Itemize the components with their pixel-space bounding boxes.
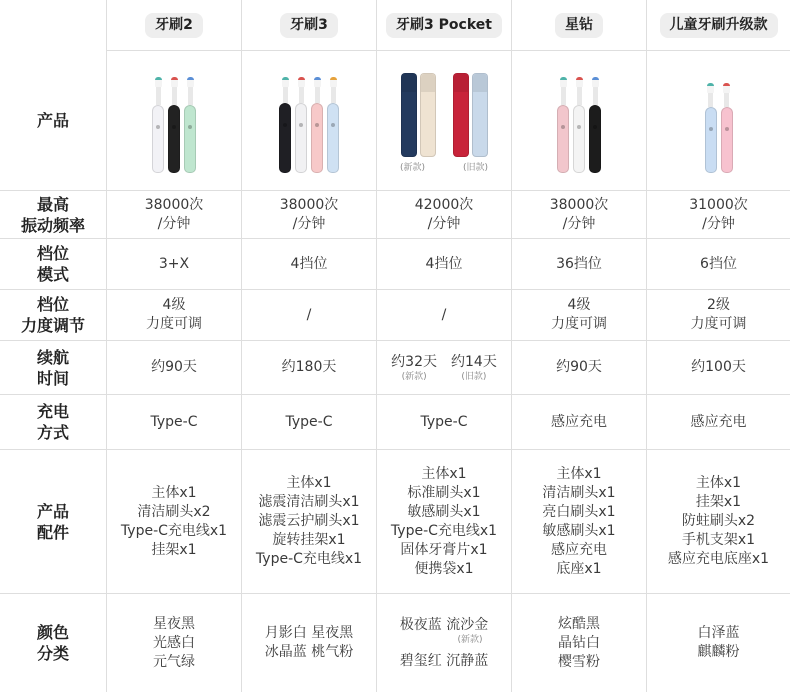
corner-cell	[0, 0, 106, 50]
travel-case-illustration	[401, 73, 417, 157]
accessories-cell: 主体x1 标准刷头x1 敏感刷头x1 Type-C充电线x1 固体牙膏片x1 便携袋x1	[376, 449, 511, 593]
toothbrush-illustration	[152, 77, 164, 173]
force-cell: 2级 力度可调	[646, 289, 790, 340]
toothbrush-illustration	[184, 77, 196, 173]
battery-cell: 约180天	[241, 340, 376, 394]
battery-cell: 约100天	[646, 340, 790, 394]
colors-cell: 月影白 星夜黑 冰晶蓝 桃气粉	[241, 593, 376, 692]
toothbrush-illustration	[573, 77, 585, 173]
mode-cell: 4挡位	[376, 238, 511, 289]
battery-cell: 约90天	[511, 340, 646, 394]
accessories-cell: 主体x1 清洁刷头x1 亮白刷头x1 敏感刷头x1 感应充电 底座x1	[511, 449, 646, 593]
frequency-cell: 42000次 /分钟	[376, 190, 511, 238]
battery-cell: 约32天 (新款) 约14天 (旧款)	[376, 340, 511, 394]
force-cell: /	[376, 289, 511, 340]
charging-cell: 感应充电	[511, 394, 646, 449]
accessories-cell: 主体x1 挂架x1 防蛀刷头x2 手机支架x1 感应充电底座x1	[646, 449, 790, 593]
product-image-3	[376, 50, 511, 190]
column-header-label: 星钻	[555, 13, 603, 38]
toothbrush-illustration	[279, 77, 291, 173]
column-header-4	[511, 0, 646, 50]
column-header-3	[376, 0, 511, 50]
row-label-colors: 颜色 分类	[0, 593, 106, 692]
toothbrush-illustration	[721, 83, 733, 173]
row-label-product: 产品	[36, 110, 69, 130]
toothbrush-illustration	[327, 77, 339, 173]
row-label-mode: 档位 模式	[0, 238, 106, 289]
force-cell: 4级 力度可调	[511, 289, 646, 340]
charging-cell: Type-C	[241, 394, 376, 449]
frequency-cell: 31000次 /分钟	[646, 190, 790, 238]
charging-cell: Type-C	[106, 394, 241, 449]
product-image-2	[241, 50, 376, 190]
travel-case-illustration	[453, 73, 469, 157]
frequency-cell: 38000次 /分钟	[511, 190, 646, 238]
image-caption-new: (新款)	[399, 163, 425, 173]
travel-case-illustration	[472, 73, 488, 157]
frequency-cell: 38000次 /分钟	[106, 190, 241, 238]
product-image-1	[106, 50, 241, 190]
mode-cell: 3+X	[106, 238, 241, 289]
force-cell: /	[241, 289, 376, 340]
row-label-charging: 充电 方式	[0, 394, 106, 449]
mode-cell: 6挡位	[646, 238, 790, 289]
image-caption-old: (旧款)	[463, 163, 489, 173]
column-header-label: 牙刷3	[280, 13, 338, 38]
toothbrush-illustration	[168, 77, 180, 173]
column-header-label: 儿童牙刷升级款	[660, 13, 778, 38]
travel-case-illustration	[420, 73, 436, 157]
mode-cell: 36挡位	[511, 238, 646, 289]
charging-cell: 感应充电	[646, 394, 790, 449]
row-label-battery: 续航 时间	[0, 340, 106, 394]
row-label-accessories: 产品 配件	[0, 449, 106, 593]
column-header-1	[106, 0, 241, 50]
toothbrush-illustration	[705, 83, 717, 173]
column-header-label: 牙刷2	[145, 13, 203, 38]
accessories-cell: 主体x1 清洁刷头x2 Type-C充电线x1 挂架x1	[106, 449, 241, 593]
colors-cell: 极夜蓝 流沙金 (新款) 碧玺红 沉静蓝	[376, 593, 511, 692]
charging-cell: Type-C	[376, 394, 511, 449]
accessories-cell: 主体x1 滤震清洁刷头x1 滤震云护刷头x1 旋转挂架x1 Type-C充电线x1	[241, 449, 376, 593]
product-image-4	[511, 50, 646, 190]
colors-cell: 星夜黑 光感白 元气绿	[106, 593, 241, 692]
column-header-2	[241, 0, 376, 50]
toothbrush-illustration	[589, 77, 601, 173]
column-header-label: 牙刷3 Pocket	[386, 13, 502, 38]
battery-cell: 约90天	[106, 340, 241, 394]
column-header-5	[646, 0, 790, 50]
toothbrush-illustration	[557, 77, 569, 173]
mode-cell: 4挡位	[241, 238, 376, 289]
row-label-force: 档位 力度调节	[0, 289, 106, 340]
toothbrush-illustration	[295, 77, 307, 173]
toothbrush-illustration	[311, 77, 323, 173]
frequency-cell: 38000次 /分钟	[241, 190, 376, 238]
colors-cell: 白泽蓝 麒麟粉	[646, 593, 790, 692]
product-image-5	[646, 50, 790, 190]
colors-cell: 炫酷黑 晶钻白 樱雪粉	[511, 593, 646, 692]
row-label-frequency: 最高 振动频率	[0, 190, 106, 238]
force-cell: 4级 力度可调	[106, 289, 241, 340]
